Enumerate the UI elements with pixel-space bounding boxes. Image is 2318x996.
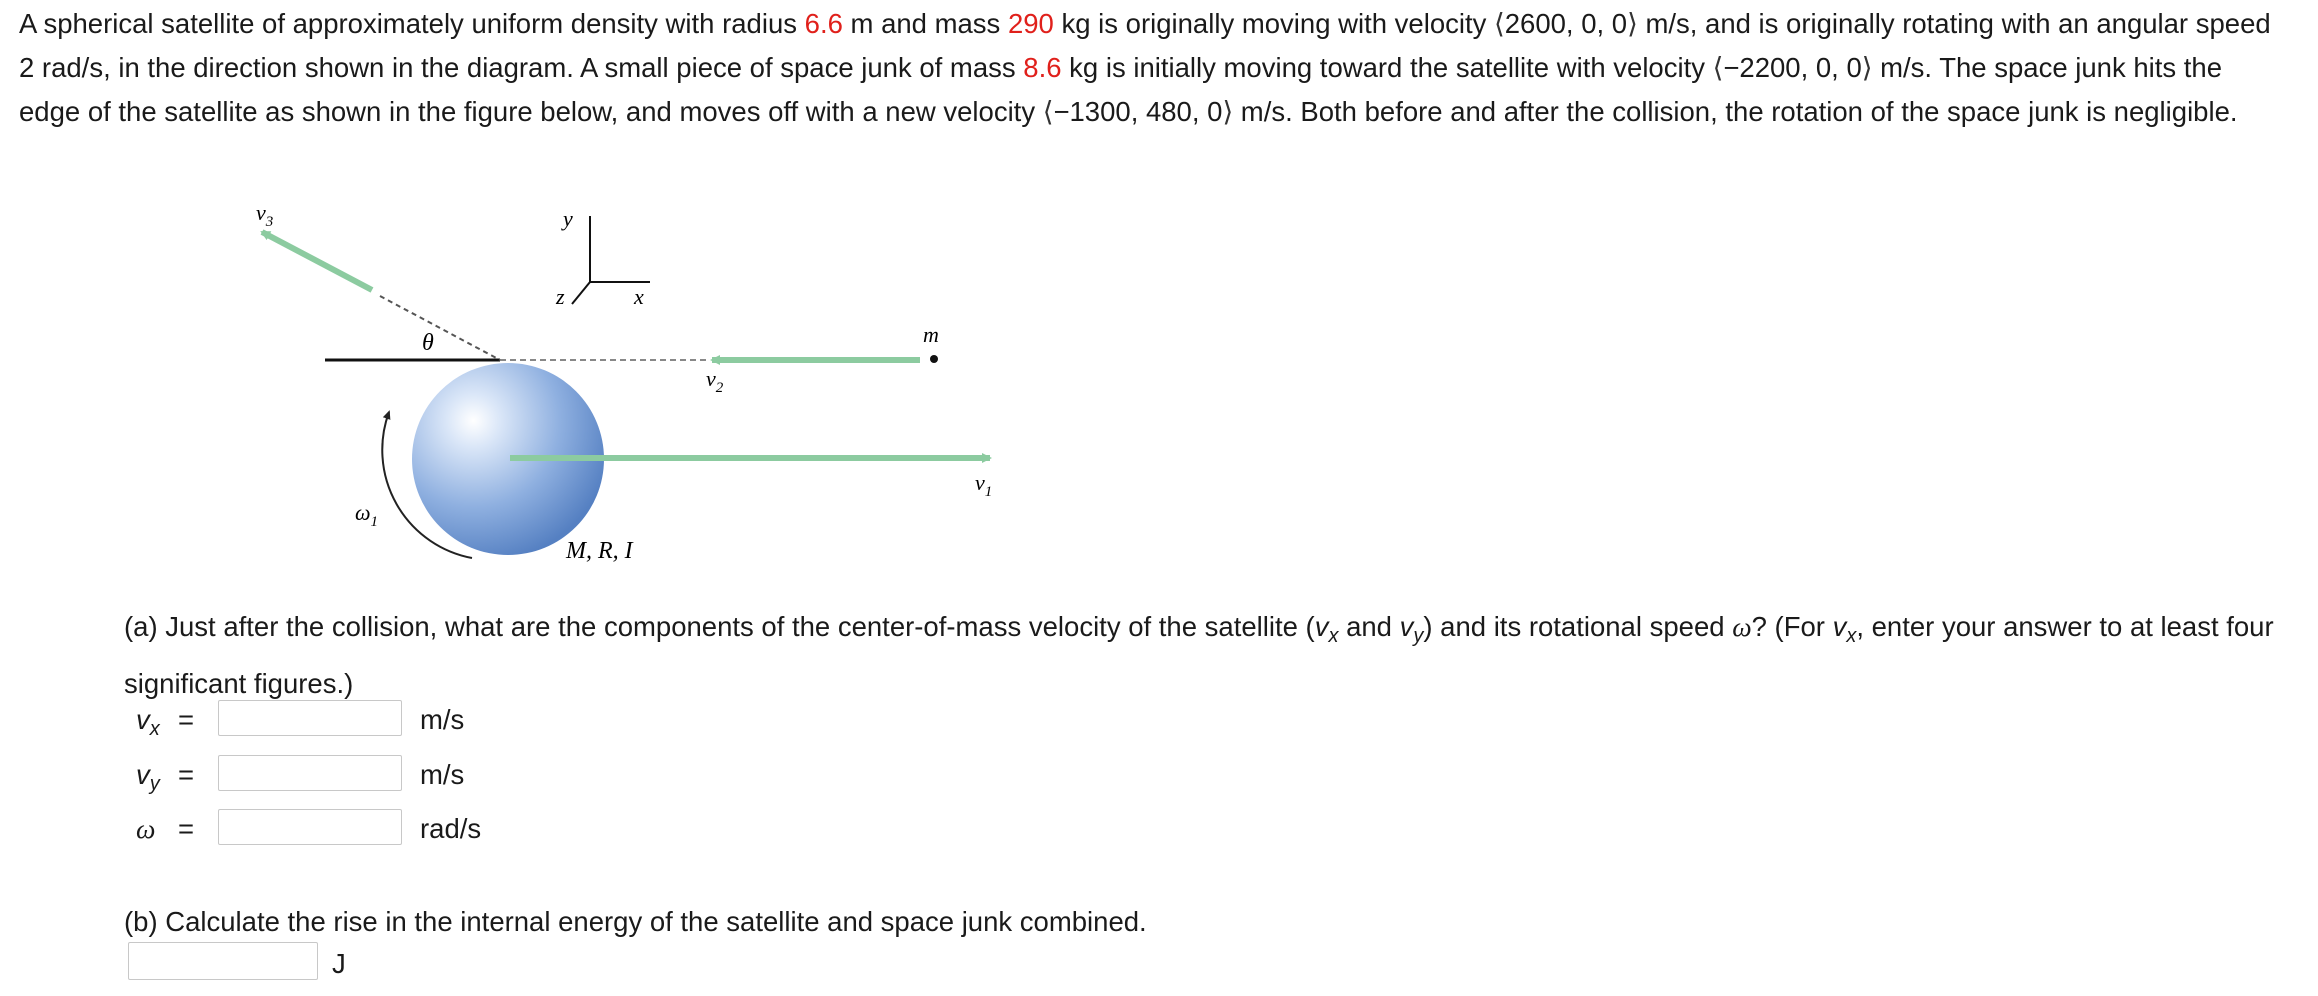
- question-text: ) and its rotational speed: [1423, 611, 1733, 642]
- collision-diagram-svg: [0, 190, 1100, 590]
- coordinate-axes: [555, 206, 650, 309]
- equals-sign: =: [178, 813, 195, 844]
- satellite-velocity: 2600, 0, 0: [1504, 8, 1628, 39]
- v3-label: $v_3$: [256, 200, 274, 230]
- vx-symbol: v: [1314, 611, 1329, 642]
- angle-bracket-open: ⟨: [1712, 52, 1724, 84]
- vx-label: $v_x$: [136, 704, 160, 740]
- question-text: (a) Just after the collision, what are the components of the center-of-mass velocity of the satellite (: [124, 611, 1315, 642]
- problem-text: kg is initially moving toward the satellite with velocity: [1061, 52, 1713, 83]
- omega-unit: rad/s: [420, 813, 482, 844]
- question-text: ? (For: [1751, 611, 1833, 642]
- problem-statement: [19, 2, 2289, 134]
- angle-bracket-open: ⟨: [1494, 8, 1505, 40]
- angle-bracket-close: ⟩: [1861, 52, 1873, 84]
- vy-symbol: v: [1399, 611, 1414, 642]
- junk-mass-value: 8.6: [1023, 52, 1062, 83]
- angle-bracket-open: ⟨: [1042, 96, 1054, 128]
- theta-label: θ: [422, 330, 434, 356]
- problem-text: m/s. The space junk hits the edge of the satellite as shown in the figure below, and moves off with a new velocity: [19, 52, 2223, 127]
- problem-text: m/s. Both before and after the collision, the rotation of the space junk is negligible.: [1233, 96, 2238, 127]
- vy-subscript: y: [1413, 625, 1424, 647]
- internal-energy-input[interactable]: [128, 942, 318, 980]
- omega-symbol: ω: [1732, 611, 1752, 642]
- problem-text: kg is originally moving with velocity: [1053, 8, 1495, 39]
- equals-sign: =: [178, 759, 195, 790]
- internal-energy-unit: J: [332, 948, 346, 979]
- part-a-question: [124, 603, 2304, 708]
- v1-label: $v_1$: [975, 470, 993, 500]
- problem-text: m/s, and is originally rotating with an angular speed 2 rad/s, in the direction shown in the diagram. A small piece of space junk of mass: [19, 8, 2271, 83]
- axis-y-label: y: [563, 206, 573, 231]
- angle-bracket-close: ⟩: [1222, 96, 1234, 128]
- junk-initial-velocity: −2200, 0, 0: [1723, 52, 1862, 83]
- vx-unit: m/s: [420, 704, 465, 735]
- junk-m-label: m: [923, 322, 939, 347]
- space-junk-dot: [930, 355, 938, 363]
- question-text: , enter your answer to at least four significant figures.): [124, 611, 2274, 699]
- vy-input[interactable]: [218, 755, 402, 791]
- part-b-question: (b) Calculate the rise in the internal energy of the satellite and space junk combined.: [124, 906, 1147, 937]
- omega-input[interactable]: [218, 809, 402, 845]
- omega-label-row: ω: [136, 813, 156, 844]
- vy-label: $v_y$: [136, 759, 160, 795]
- problem-text: A spherical satellite of approximately uniform density with radius: [19, 8, 805, 39]
- vx-subscript: x: [1846, 625, 1857, 647]
- v2-label: $v_2$: [706, 366, 724, 396]
- mass-value: 290: [1007, 8, 1054, 39]
- v3-arrow: [262, 232, 372, 290]
- junk-final-velocity: −1300, 480, 0: [1053, 96, 1223, 127]
- axis-x-label: x: [634, 284, 644, 309]
- radius-value: 6.6: [804, 8, 843, 39]
- vx-subscript: x: [1328, 625, 1339, 647]
- axis-z-label: z: [556, 284, 565, 309]
- z-axis: [572, 282, 590, 304]
- vx-symbol: v: [1832, 611, 1847, 642]
- equals-sign: =: [178, 704, 195, 735]
- vy-unit: m/s: [420, 759, 465, 790]
- mri-label: M, R, I: [566, 538, 633, 564]
- problem-text: m and mass: [842, 8, 1008, 39]
- vx-input[interactable]: [218, 700, 402, 736]
- collision-diagram: [0, 190, 1100, 590]
- omega-label: $\omega_1$: [355, 500, 379, 530]
- angle-bracket-close: ⟩: [1627, 8, 1638, 40]
- dashed-outgoing-line: [380, 296, 500, 360]
- question-text: and: [1338, 611, 1400, 642]
